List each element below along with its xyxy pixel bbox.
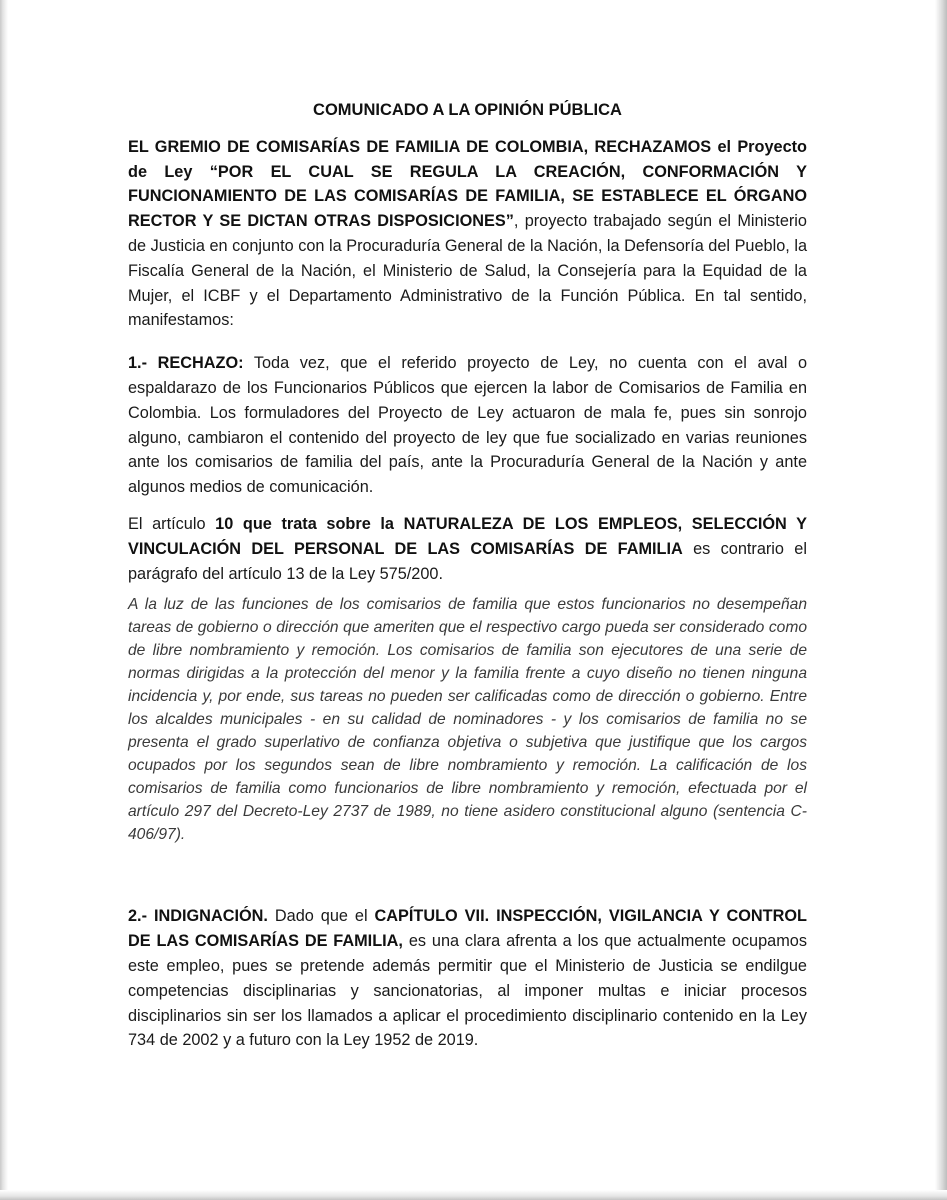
intro-bold-heading: EL GREMIO DE COMISARÍAS DE FAMILIA DE COLOMBIA, RECHAZAMOS el Proyecto de Ley “POR EL CUAL SE REGULA LA CREACIÓN, CONFORMACIÓN Y FUNCIONAMIENTO DE LAS COMISARÍAS DE FAMILIA, SE ESTABLECE EL ÓRGANO RECTOR Y SE DICTAN OTRAS DISPOSICIONES” (128, 137, 807, 231)
rechazo-label: 1.- RECHAZO: (128, 354, 244, 373)
document-body (128, 98, 807, 1053)
page-edge-shadow-bottom (0, 1190, 947, 1200)
articulo-paragraph (128, 512, 807, 586)
indignacion-label: 2.- INDIGNACIÓN. (128, 907, 268, 926)
articulo-bold: 10 que trata sobre la NATURALEZA DE LOS EMPLEOS, SELECCIÓN Y VINCULACIÓN DEL PERSONAL DE LAS COMISARÍAS DE FAMILIA (128, 514, 807, 558)
rechazo-text: Toda vez, que el referido proyecto de Ley, no cuenta con el aval o espaldarazo de los Funcionarios Públicos que ejercen la labor de Comisarios de Familia en Colombia. Los formuladores del Proyecto de Ley actuaron de mala fe, pues sin sonrojo alguno, cambiaron el contenido del proyecto de ley que fue socializado en varias reuniones ante los comisarios de familia del país, ante la Procuraduría General de la Nación y ante algunos medios de comunicación. (128, 354, 807, 497)
indignacion-pre: Dado que el (267, 907, 375, 926)
indignacion-chapter: CAPÍTULO VII. INSPECCIÓN, VIGILANCIA Y CONTROL DE LAS COMISARÍAS DE FAMILIA, (128, 907, 807, 951)
articulo-post: es contrario el parágrafo del artículo 13 de la Ley 575/200. (128, 539, 807, 583)
intro-text: , proyecto trabajado según el Ministerio de Justicia en conjunto con la Procuraduría General de la Nación, la Defensoría del Pueblo, la Fiscalía General de la Nación, el Ministerio de Salud, la Consejería para la Equidad de la Mujer, el ICBF y el Departamento Administrativo de la Función Pública. En tal sentido, manifestamos: (128, 212, 807, 330)
indignacion-text: es una clara afrenta a los que actualmente ocupamos este empleo, pues se pretende además permitir que el Ministerio de Justicia se endilgue competencias disciplinarias y sancionatorias, al imponer multas e iniciar procesos disciplinarios sin ser los llamados a aplicar el procedimiento disciplinario contenido en la Ley 734 de 2002 y a futuro con la Ley 1952 de 2019. (128, 932, 807, 1050)
jurisprudence-quote: A la luz de las funciones de los comisarios de familia que estos funcionarios no desempeñan tareas de gobierno o dirección que ameriten que el respectivo cargo pueda ser considerado como de libre nombramiento y remoción. Los comisarios de familia son ejecutores de una serie de normas dirigidas a la protección del menor y la familia frente a cuyo diseño no tienen ninguna incidencia y, por ende, sus tareas no pueden ser calificadas como de dirección o gobierno. Entre los alcaldes municipales - en su calidad de nominadores - y los comisarios de familia no se presenta el grado superlativo de confianza objetiva o subjetiva que justifique que los cargos ocupados por los segundos sean de libre nombramiento y remoción. La calificación de los comisarios de familia como funcionarios de libre nombramiento y remoción, efectuada por el artículo 297 del Decreto-Ley 2737 de 1989, no tiene asidero constitucional alguno (sentencia C-406/97). (128, 596, 807, 844)
intro-paragraph (128, 135, 807, 333)
page-edge-shadow-left (0, 0, 8, 1200)
page-edge-shadow-right (935, 0, 947, 1200)
document-title: COMUNICADO A LA OPINIÓN PÚBLICA (313, 101, 622, 119)
articulo-pre: El artículo (128, 514, 216, 533)
indignacion-paragraph (128, 904, 807, 1053)
rechazo-paragraph (128, 351, 807, 500)
